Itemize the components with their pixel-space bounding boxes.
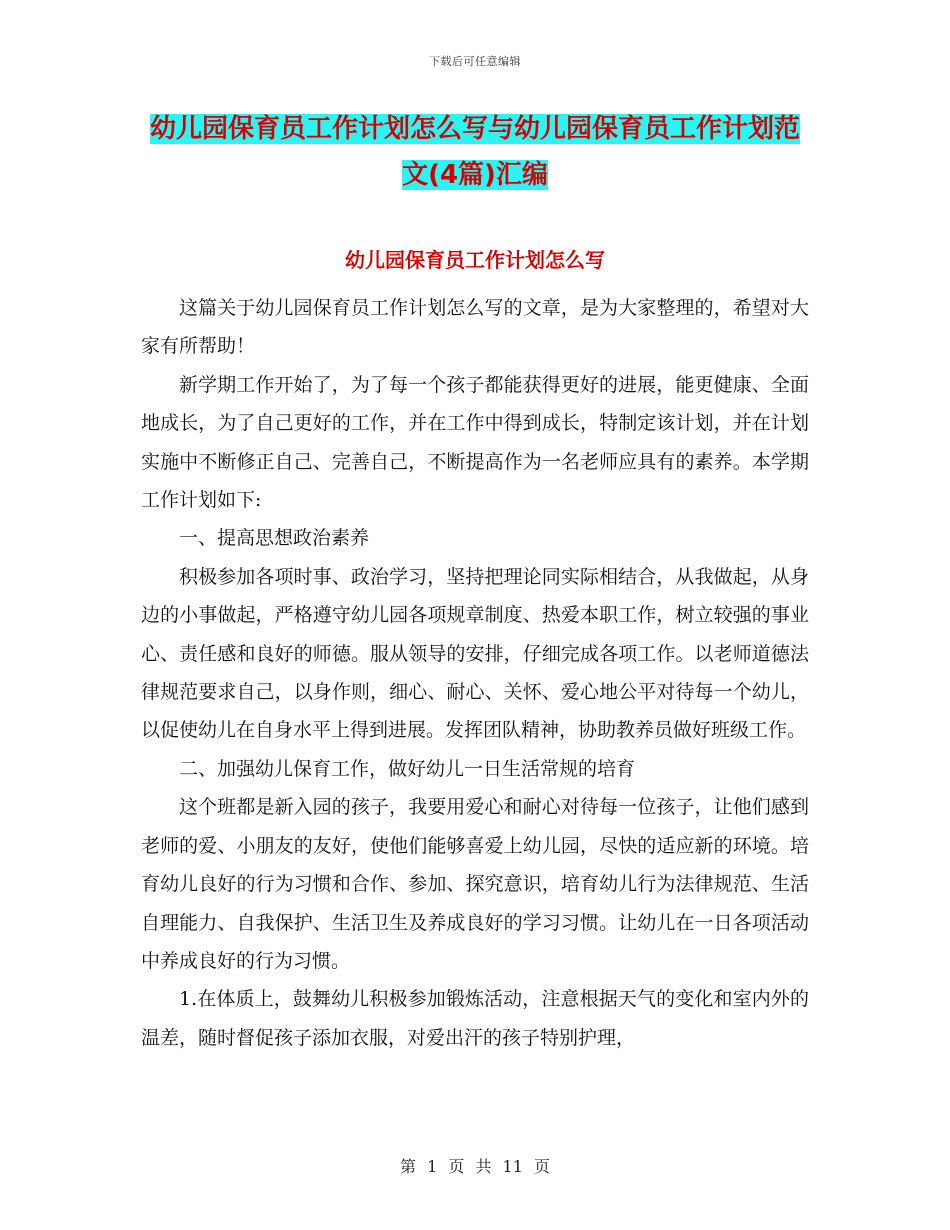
heading-childcare-work: 二、加强幼儿保育工作，做好幼儿一日生活常规的培育	[179, 757, 636, 780]
document-title	[150, 106, 800, 198]
heading-political-quality: 一、提高思想政治素养	[179, 527, 370, 550]
paragraph-intro: 这篇关于幼儿园保育员工作计划怎么写的文章，是为大家整理的，希望对大家有所帮助！	[141, 297, 809, 358]
paragraph-plan-overview: 新学期工作开始了，为了每一个孩子都能获得更好的进展，能更健康、全面地成长，为了自己更好的工作，并在工作中得到成长，特制定该计划，并在计划实施中不断修正自己、完善自己，不断提高作为一名老师应具有的素养。本学期工作计划如下:	[141, 373, 809, 512]
section-title: 幼儿园保育员工作计划怎么写	[345, 248, 605, 272]
document-title-text: 幼儿园保育员工作计划怎么写与幼儿园保育员工作计划范文(4篇)汇编	[150, 114, 801, 190]
document-body	[141, 289, 809, 1057]
paragraph-childcare-work: 这个班都是新入园的孩子，我要用爱心和耐心对待每一位孩子，让他们感到老师的爱、小朋友的友好，使他们能够喜爱上幼儿园，尽快的适应新的环境。培育幼儿良好的行为习惯和合作、参加、探究意识，培育幼儿行为法律规范、生活自理能力、自我保护、生活卫生及养成良好的学习习惯。让幼儿在一日各项活动中养成良好的行为习惯。	[141, 796, 809, 972]
paragraph-physical-health: 1.在体质上，鼓舞幼儿积极参加锻炼活动，注意根据天气的变化和室内外的温差，随时督促孩子添加衣服，对爱出汗的孩子特别护理，	[141, 988, 809, 1049]
paragraph-political-quality: 积极参加各项时事、政治学习，坚持把理论同实际相结合，从我做起，从身边的小事做起，严格遵守幼儿园各项规章制度、热爱本职工作，树立较强的事业心、责任感和良好的师德。服从领导的安排，仔细完成各项工作。以老师道德法律规范要求自己，以身作则，细心、耐心、关怀、爱心地公平对待每一个幼儿，以促使幼儿在自身水平上得到进展。发挥团队精神，协助教养员做好班级工作。	[141, 565, 809, 742]
page-footer-number: 第 1 页 共 11 页	[400, 1157, 550, 1176]
page-header-note: 下载后可任意编辑	[429, 55, 521, 68]
